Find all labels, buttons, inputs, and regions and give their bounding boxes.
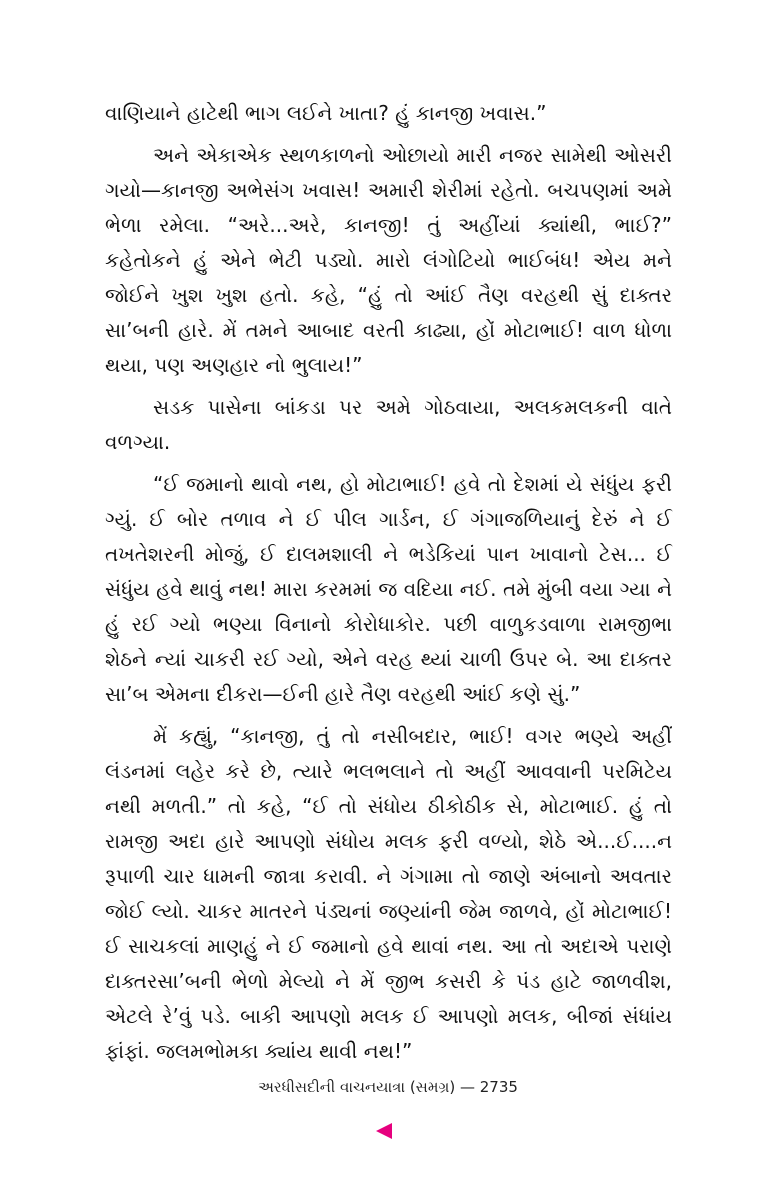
- page-footer: અરધીસદીની વાચનયાત્રા (સમગ્ર) — 2735: [258, 1078, 518, 1096]
- paragraph: મેં કહ્યું, “કાનજી, તું તો નસીબદાર, ભાઈ! વગર ભણ્યે અહીં લંડનમાં લહેર કરે છે, ત્યારે ભલભલાને તો અહીં આવવાની પરમિટેય નથી મળતી.” તો કહે, “ઈ તો સંધોય ઠીકોઠીક સે, મોટાભાઈ. હું તો રામજી અદા હારે આપણો સંધોય મલક ફરી વળ્યો, શેઠે એ...ઈ....ન રૂપાળી ચાર ધામની જાત્રા કરાવી. ને ગંગામા તો જાણે અંબાનો અવતાર જોઈ લ્યો. ચાકર માતરને પંડ્યનાં જણ્યાંની જેમ જાળવે, હોં મોટાભાઈ! ઈ સાચકલાં માણહું ને ઈ જમાનો હવે થાવાં નથ. આ તો અદાએ પરાણે દાક્તરસા’બની ભેળો મેલ્યો ને મેં જીભ કસરી કે પંડ હાટે જાળવીશ, એટલે રે’વું પડે. બાકી આપણો મલક ઈ આપણો મલક, બીજાં સંધાંય ફાંફાં. જલમભોમકા ક્યાંય થાવી નથ!”: [105, 724, 672, 1063]
- paragraph: અને એકાએક સ્થળકાળનો ઓછાયો મારી નજર સામેથી ઓસરી ગયો—કાનજી અભેસંગ ખવાસ! અમારી શેરીમાં રહેતો. બચપણમાં અમે ભેળા રમેલા. “અરે...અરે, કાનજી! તું અહીંયાં ક્યાંથી, ભાઈ?” કહેતોકને હું એને ભેટી પડ્યો. મારો લંગોટિયો ભાઈબંધ! એય મને જોઈને ખુશ ખુશ હતો. કહે, “હું તો આંઈ તૈણ વરહથી સું દાક્તર સા’બની હારે. મેં તમને આબાદ વરતી કાઢ્યા, હોં મોટાભાઈ! વાળ ધોળા થયા, પણ અણહાર નો ભુલાય!”: [105, 143, 672, 377]
- paragraph: “ઈ જમાનો થાવો નથ, હો મોટાભાઈ! હવે તો દેશમાં યે સંધુંય ફરી ગ્યું. ઈ બોર તળાવ ને ઈ પીલ ગાર્ડન, ઈ ગંગાજળિયાનું દેરું ને ઈ તખતેશરની મોજું, ઈ દાલમશાલી ને ભડેકિયાં પાન ખાવાનો ટેસ... ઈ સંધુંય હવે થાવું નથ! મારા કરમમાં જ વદિયા નઈ. તમે મુંબી વયા ગ્યા ને હું રઈ ગ્યો ભણ્યા વિનાનો કોરોધાકોર. પછી વાળુકડવાળા રામજીભા શેઠને ન્યાં ચાકરી રઈ ગ્યો, એને વરહ થ્યાં ચાળી ઉપર બે. આ દાક્તર સા’બ એમના દીકરા—ઈની હારે તૈણ વરહથી આંઈ કણે સું.”: [105, 472, 672, 706]
- paragraph: સડક પાસેના બાંકડા પર અમે ગોઠવાયા, અલકમલકની વાતે વળગ્યા.: [105, 395, 672, 454]
- paragraph: વાણિયાને હાટેથી ભાગ લઈને ખાતા? હું કાનજી ખવાસ.”: [105, 101, 547, 125]
- page-body: [105, 96, 672, 1076]
- previous-page-icon[interactable]: [376, 1123, 392, 1139]
